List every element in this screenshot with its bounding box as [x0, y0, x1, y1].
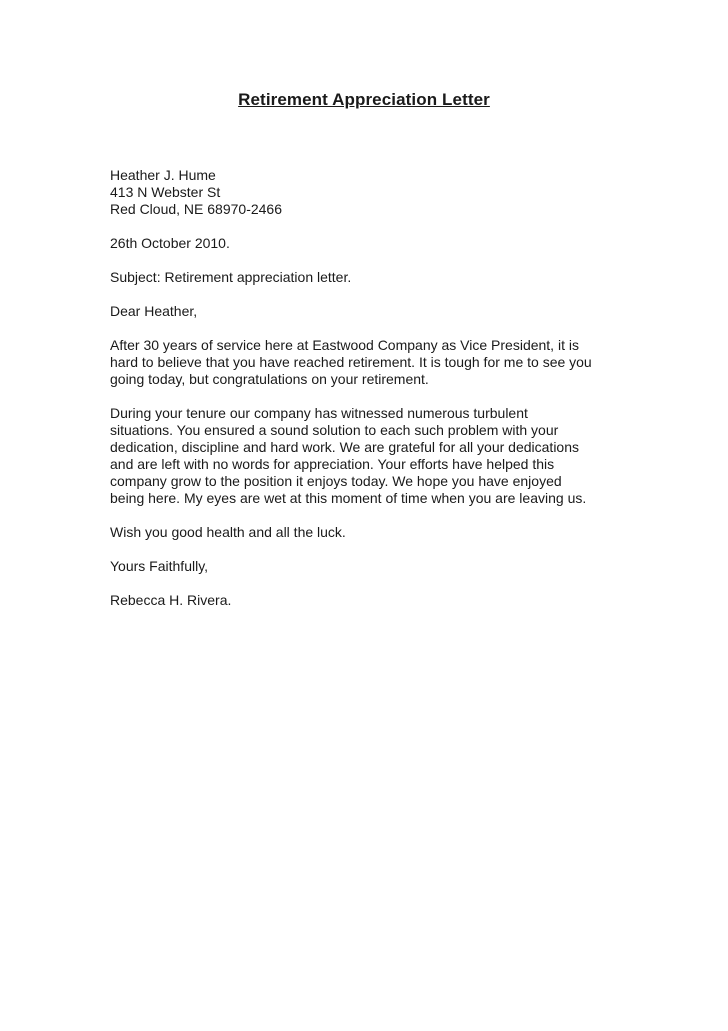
paragraph-line: dedication, discipline and hard work. We are grateful for all your dedications: [110, 439, 579, 455]
letter-body: [110, 167, 630, 609]
recipient-address: [110, 167, 630, 218]
recipient-name: Heather J. Hume: [110, 167, 216, 183]
letter-signature: Rebecca H. Rivera.: [110, 592, 232, 608]
paragraph-line: After 30 years of service here at Eastwood Company as Vice President, it is: [110, 337, 579, 353]
spacer: [110, 541, 630, 558]
paragraph-line: going today, but congratulations on your retirement.: [110, 371, 429, 387]
letter-title: Retirement Appreciation Letter: [238, 90, 490, 109]
recipient-street: 413 N Webster St: [110, 184, 221, 200]
paragraph-line: During your tenure our company has witnessed numerous turbulent: [110, 405, 528, 421]
paragraph-line: being here. My eyes are wet at this moment of time when you are leaving us.: [110, 490, 587, 506]
spacer: [110, 218, 630, 235]
paragraph-tenure: [110, 405, 630, 507]
letter-salutation: Dear Heather,: [110, 303, 198, 319]
spacer: [110, 507, 630, 524]
letter-date: 26th October 2010.: [110, 235, 230, 251]
letter-closing: Yours Faithfully,: [110, 558, 209, 574]
paragraph-retirement: [110, 337, 630, 388]
paragraph-line: and are left with no words for appreciation. Your efforts have helped this: [110, 456, 555, 472]
spacer: [110, 252, 630, 269]
spacer: [110, 286, 630, 303]
paragraph-line: hard to believe that you have reached retirement. It is tough for me to see you: [110, 354, 592, 370]
recipient-city-state-zip: Red Cloud, NE 68970-2466: [110, 201, 283, 217]
letter-subject: Subject: Retirement appreciation letter.: [110, 269, 352, 285]
spacer: [110, 388, 630, 405]
paragraph-line: company grow to the position it enjoys today. We hope you have enjoyed: [110, 473, 562, 489]
spacer: [110, 320, 630, 337]
letter-wish: Wish you good health and all the luck.: [110, 524, 346, 540]
paragraph-line: situations. You ensured a sound solution to each such problem with your: [110, 422, 559, 438]
spacer: [110, 575, 630, 592]
